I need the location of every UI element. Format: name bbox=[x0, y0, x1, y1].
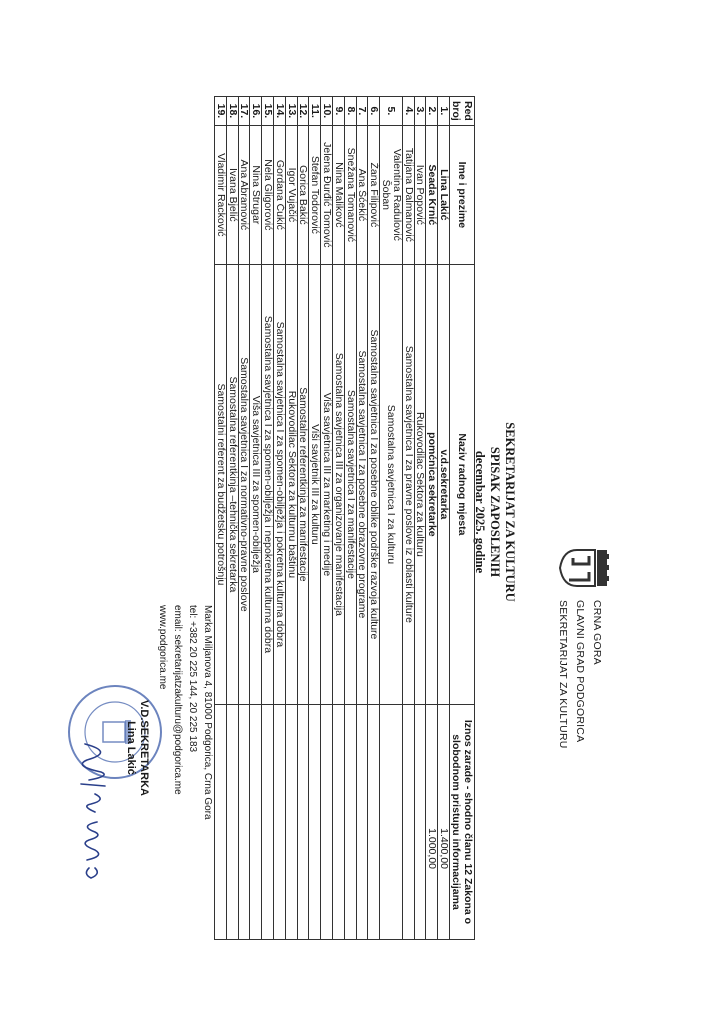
employee-name: Nina Malikovć bbox=[333, 125, 345, 264]
city-name: GLAVNI GRAD PODGORICA bbox=[574, 600, 586, 743]
row-number: 5. bbox=[380, 97, 403, 126]
salary-amount bbox=[297, 705, 309, 940]
title-line-1: SEKRETARIJAT ZA KULTURU bbox=[503, 422, 517, 602]
job-position: Samostalna savjetnica I za normativno-pravne poslove bbox=[238, 264, 250, 704]
row-number: 17. bbox=[238, 97, 250, 126]
employee-name: Ana Šćekić bbox=[356, 125, 368, 264]
employee-name: Seada Krnić bbox=[426, 125, 438, 264]
salary-amount bbox=[250, 705, 262, 940]
job-position: Viša savjetnica III za marketing i medije bbox=[321, 264, 333, 704]
row-number: 15. bbox=[262, 97, 274, 126]
employee-name: Gorica Bakić bbox=[297, 125, 309, 264]
salary-amount bbox=[368, 705, 380, 940]
job-position: v.d.sekretarka bbox=[438, 264, 450, 704]
signature-block bbox=[124, 700, 150, 796]
job-position: Samostalna savjetnica I za posebne oblike podrške razvoja kulture bbox=[368, 264, 380, 704]
salary-amount bbox=[414, 705, 426, 940]
document-title bbox=[472, 0, 517, 1024]
salary-amount: 1.000,00 bbox=[426, 705, 438, 940]
phone-line: tel: +382 20 225 144, 20 225 183 bbox=[187, 605, 198, 753]
table-row bbox=[262, 97, 274, 940]
salary-amount bbox=[215, 705, 227, 940]
salary-amount bbox=[333, 705, 345, 940]
country-name: CRNA GORA bbox=[591, 600, 603, 665]
row-number: 11. bbox=[309, 97, 321, 126]
table-body bbox=[215, 97, 450, 940]
job-position: Samostalna savjetnica I za kulturu bbox=[380, 264, 403, 704]
salary-amount bbox=[309, 705, 321, 940]
salary-amount bbox=[356, 705, 368, 940]
employee-name: Nina Strugar bbox=[250, 125, 262, 264]
job-position: pomćnica sekretarke bbox=[426, 264, 438, 704]
job-position: Samostalna savjetnica I za manifestacije bbox=[344, 264, 356, 704]
employee-name: Ivana Bjelić bbox=[226, 125, 238, 264]
signatory-name: Lina Lakić bbox=[125, 721, 137, 775]
job-position: Samostalni referent za budžetsku potrošnju bbox=[215, 264, 227, 704]
job-position: Samostalna savjetnica I za pravne poslove iz oblasti kulture bbox=[402, 264, 414, 704]
title-line-3: decembar 2025. godine bbox=[473, 450, 487, 574]
employee-table bbox=[214, 96, 475, 940]
table-row bbox=[274, 97, 286, 940]
letterhead-left bbox=[554, 600, 605, 749]
table-header-row bbox=[450, 97, 475, 940]
title-line-2: SPISAK ZAPOSLENIH bbox=[488, 446, 502, 578]
job-position: Samostalne referentkinja za manifestacije bbox=[297, 264, 309, 704]
table-row bbox=[309, 97, 321, 940]
row-number: 19. bbox=[215, 97, 227, 126]
city-crest-logo bbox=[559, 548, 609, 588]
row-number: 10. bbox=[321, 97, 333, 126]
salary-amount bbox=[285, 705, 297, 940]
row-number: 12. bbox=[297, 97, 309, 126]
table-row bbox=[426, 97, 438, 940]
employee-name: Ana Abramović bbox=[238, 125, 250, 264]
signatory-role: V.D.SEKRETARKA bbox=[138, 700, 150, 796]
table-row bbox=[285, 97, 297, 940]
employee-name: Vladimir Racković bbox=[215, 125, 227, 264]
table-row bbox=[380, 97, 403, 940]
table-row bbox=[333, 97, 345, 940]
salary-amount bbox=[321, 705, 333, 940]
header-no: Red broj bbox=[450, 97, 475, 126]
job-position: Samostalna referentkinja –tehnička sekretarka bbox=[226, 264, 238, 704]
row-number: 13. bbox=[285, 97, 297, 126]
row-number: 2. bbox=[426, 97, 438, 126]
job-position: Rukovodilac Sektora za kulturu bbox=[414, 264, 426, 704]
website-line: www.podgorica.me bbox=[157, 605, 168, 690]
table-row bbox=[226, 97, 238, 940]
job-position: Viši savjetnik III za kulturu bbox=[309, 264, 321, 704]
address-line: Marka Miljanova 4, 81000 Podgorica, Crna Gora bbox=[202, 605, 213, 820]
employee-name: Ivan Popović bbox=[414, 125, 426, 264]
table-row bbox=[238, 97, 250, 940]
row-number: 18. bbox=[226, 97, 238, 126]
employee-name: Nela Gligorović bbox=[262, 125, 274, 264]
row-number: 14. bbox=[274, 97, 286, 126]
header-amount: Iznos zarade - shodno članu 12 Zakona o slobodnom pristupu informacijama bbox=[450, 705, 475, 940]
row-number: 8. bbox=[344, 97, 356, 126]
table-row bbox=[321, 97, 333, 940]
email-line: email: sekretarijatzakulturu@podgorica.me bbox=[172, 605, 183, 795]
salary-amount bbox=[238, 705, 250, 940]
employee-name: Jelena Đurđić Tomović bbox=[321, 125, 333, 264]
salary-amount bbox=[262, 705, 274, 940]
table-row bbox=[368, 97, 380, 940]
table-row bbox=[344, 97, 356, 940]
table-row bbox=[215, 97, 227, 940]
employee-name: Tatijana Dalmanović bbox=[402, 125, 414, 264]
row-number: 6. bbox=[368, 97, 380, 126]
employee-name: Snežana Tomanović bbox=[344, 125, 356, 264]
job-position: Samostalna savjetnica I za spomen-obilježja i pokretna kulturna dobra bbox=[274, 264, 286, 704]
header-position: Naziv radnog mjesta bbox=[450, 264, 475, 704]
salary-amount: 1.400,00 bbox=[438, 705, 450, 940]
salary-amount bbox=[226, 705, 238, 940]
table-row bbox=[297, 97, 309, 940]
employee-name: Stefan Todorović bbox=[309, 125, 321, 264]
header-name: Ime i prezime bbox=[450, 125, 475, 264]
table-row bbox=[402, 97, 414, 940]
salary-amount bbox=[344, 705, 356, 940]
employee-name: Žana Filipović bbox=[368, 125, 380, 264]
salary-amount bbox=[274, 705, 286, 940]
table-row bbox=[414, 97, 426, 940]
row-number: 9. bbox=[333, 97, 345, 126]
job-position: Samostalna savjetnica I za spomen-obilježja i nepokretna kulturna dobra bbox=[262, 264, 274, 704]
table-row bbox=[438, 97, 450, 940]
row-number: 4. bbox=[402, 97, 414, 126]
row-number: 7. bbox=[356, 97, 368, 126]
job-position: Samostalna savjetnica I za posebne obrazovne programe bbox=[356, 264, 368, 704]
row-number: 3. bbox=[414, 97, 426, 126]
job-position: Samostalna savjetnica III za organizovanje manifestacija bbox=[333, 264, 345, 704]
job-position: Rukovodilac Sektora za kulturnu baštinu bbox=[285, 264, 297, 704]
employee-name: Lina Lakić bbox=[438, 125, 450, 264]
employee-name: Gordana Čukić bbox=[274, 125, 286, 264]
employee-name: Igor Vujačić bbox=[285, 125, 297, 264]
salary-amount bbox=[380, 705, 403, 940]
row-number: 16. bbox=[250, 97, 262, 126]
job-position: Viša savjetnica III za spomen-obilježja bbox=[250, 264, 262, 704]
salary-amount bbox=[402, 705, 414, 940]
table-row bbox=[250, 97, 262, 940]
employee-name: Valentina Radulović Šoban bbox=[380, 125, 403, 264]
handwritten-signature bbox=[65, 740, 125, 890]
table-row bbox=[356, 97, 368, 940]
department-name: SEKRETARIJAT ZA KULTURU bbox=[557, 600, 569, 749]
row-number: 1. bbox=[438, 97, 450, 126]
